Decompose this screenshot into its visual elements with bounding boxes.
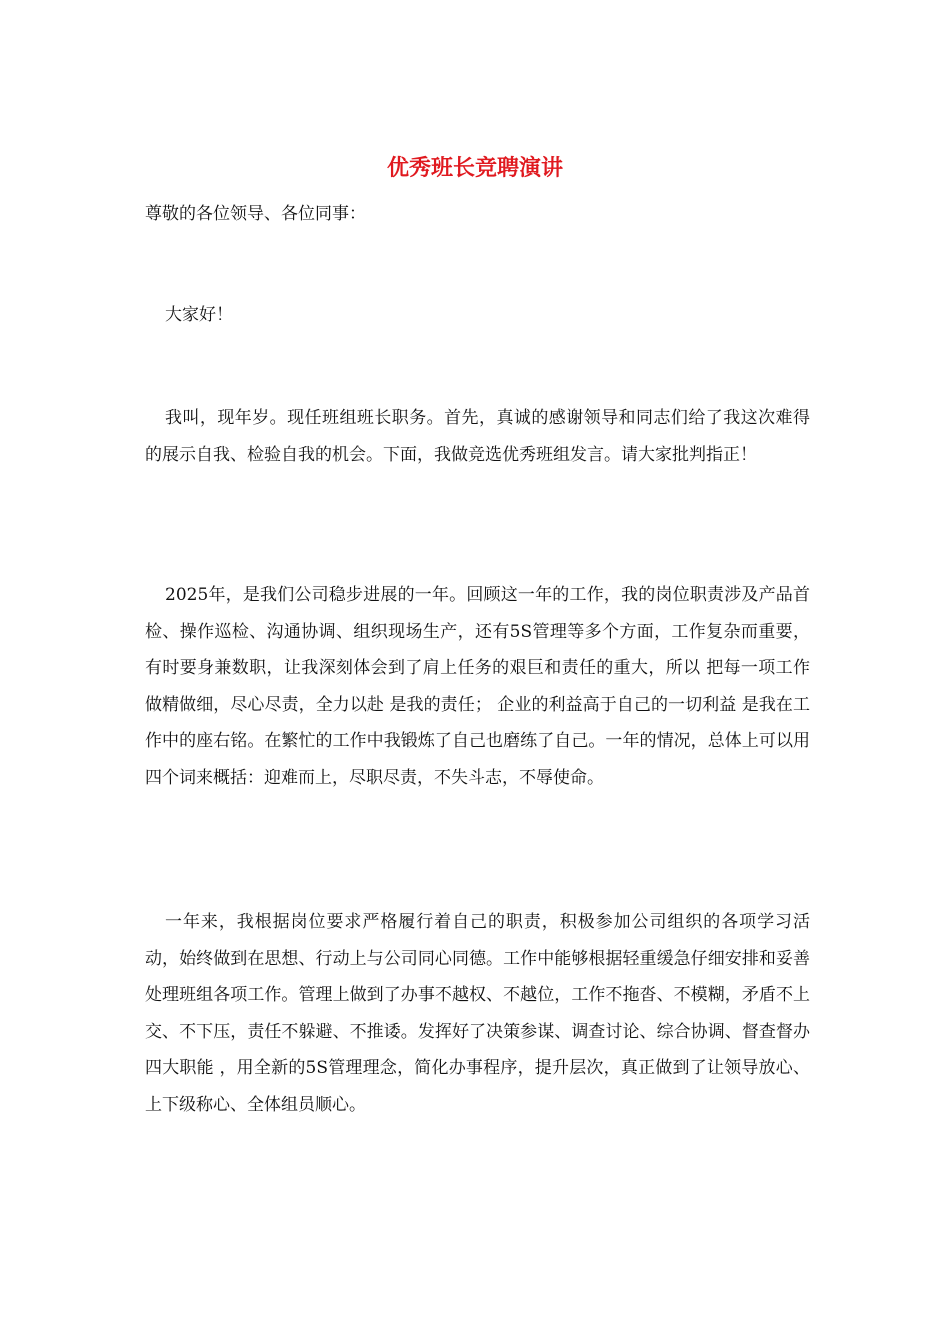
paragraph-duties: 一年来，我根据岗位要求严格履行着自己的职责，积极参加公司组织的各项学习活动，始终做到在思想、行动上与公司同心同德。工作中能够根据轻重缓急仔细安排和妥善处理班组各项工作。管理上做到了办事不越权、不越位，工作不拖沓、不模糊，矛盾不上交、不下压，责任不躲避、不推诿。发挥好了决策参谋、调查讨论、综合协调、督查督办 四大职能 ，用全新的5S管理理念，简化办事程序，提升层次，真正做到了让领导放心、上下级称心、全体组员顺心。 (145, 912, 810, 1115)
salutation: 尊敬的各位领导、各位同事： (145, 204, 366, 224)
paragraph-year-review: 2025年，是我们公司稳步进展的一年。回顾这一年的工作，我的岗位职责涉及产品首检、操作巡检、沟通协调、组织现场生产，还有5S管理等多个方面，工作复杂而重要，有时要身兼数职，让我深刻体会到了肩上任务的艰巨和责任的重大，所以 把每一项工作做精做细，尽心尽责，全力以赴 是我的责任； 企业的利益高于自己的一切利益 是我在工作中的座右铭。在繁忙的工作中我锻炼了自己也磨练了自己。一年的情况，总体上可以用四个词来概括：迎难而上，尽职尽责，不失斗志，不辱使命。 (145, 585, 810, 788)
paragraph-greeting: 大家好！ (165, 305, 233, 325)
document-title: 优秀班长竞聘演讲 (386, 155, 563, 181)
paragraph-introduction: 我叫，现年岁。现任班组班长职务。首先，真诚的感谢领导和同志们给了我这次难得的展示自我、检验自我的机会。下面，我做竞选优秀班组发言。请大家批判指正！ (145, 408, 810, 465)
